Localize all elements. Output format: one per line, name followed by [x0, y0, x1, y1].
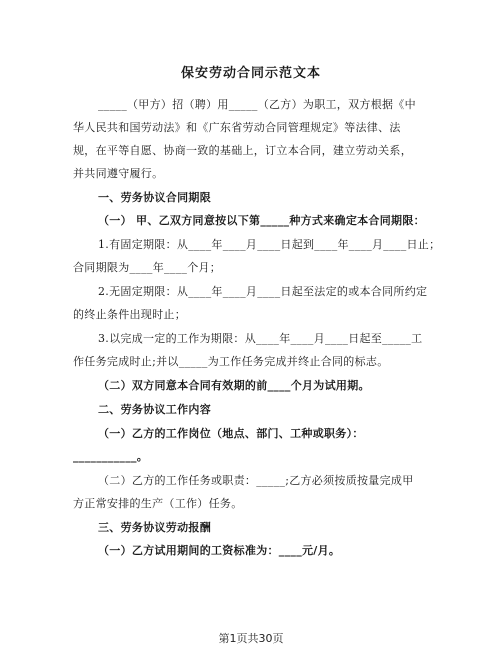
blank-line: ___________。 — [73, 450, 149, 463]
paragraph-line: 1.有固定期限：从____年____月____日起到____年____月____日止； — [98, 238, 441, 251]
paragraph-line: _____（甲方）招（聘）用_____（乙方）为职工，双方根据《中 — [98, 98, 416, 111]
page-indicator: 第1页共30页 — [218, 632, 284, 645]
section-heading: 二、劳务协议工作内容 — [98, 403, 211, 416]
subsection-heading: （一）乙方的工作岗位（地点、部门、工种或职务）： — [98, 427, 364, 440]
section-heading: 三、劳务协议劳动报酬 — [98, 521, 211, 534]
subsection-heading: （一）乙方试用期间的工资标准为：____元/月。 — [98, 544, 341, 557]
paragraph-line: 作任务完成时止;并以_____为工作任务完成并终止合同的标志。 — [73, 355, 389, 368]
paragraph-line: 的终止条件出现时止； — [73, 308, 186, 321]
paragraph-line: 规，在平等自愿、协商一致的基础上，订立本合同，建立劳动关系， — [73, 144, 412, 157]
subsection-heading: （二）双方同意本合同有效期的前____个月为试用期。 — [98, 379, 370, 392]
paragraph-line: 合同期限为____年____个月； — [73, 261, 222, 274]
paragraph-line: 方正常安排的生产（工作）任务。 — [73, 497, 243, 510]
paragraph-line: 华人民共和国劳动法》和《广东省劳动合同管理规定》等法律、法 — [73, 121, 401, 134]
section-heading: 一、劳务协议合同期限 — [98, 191, 211, 204]
subsection-heading: （一） 甲、乙双方同意按以下第_____种方式来确定本合同期限： — [98, 214, 425, 227]
document-title: 保安劳动合同示范文本 — [180, 66, 321, 81]
paragraph-line: 并共同遵守履行。 — [73, 167, 164, 180]
paragraph-line: 2.无固定期限：从____年____月____日起至法定的或本合同所约定 — [98, 285, 428, 298]
paragraph-line: （二）乙方的工作任务或职责：_____;乙方必须按质按量完成甲 — [98, 474, 414, 487]
paragraph-line: 3.以完成一定的工作为期限：从____年____月____日起至_____工 — [98, 332, 423, 345]
